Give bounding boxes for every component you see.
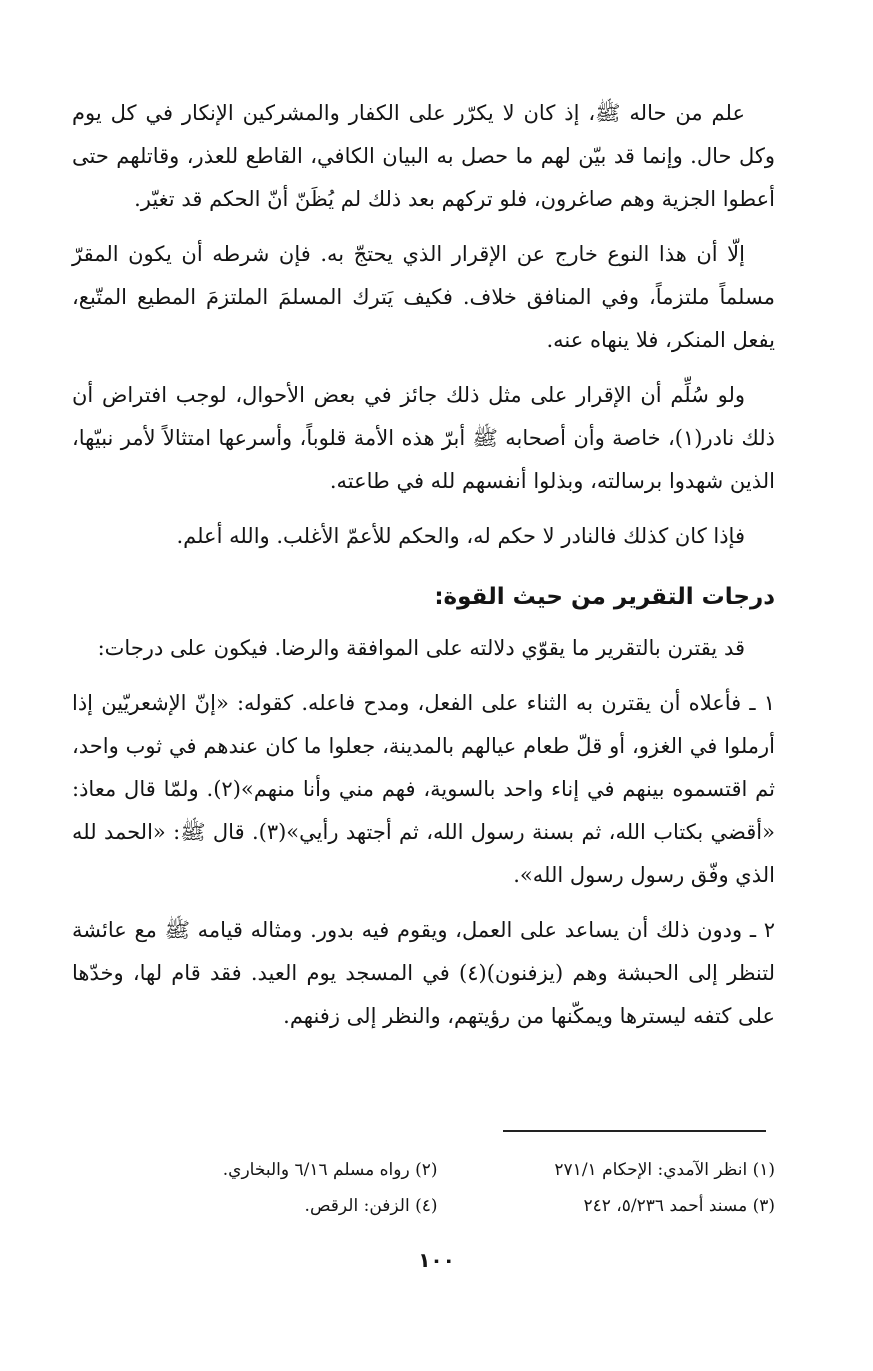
- paragraph-7: ٢ ـ ودون ذلك أن يساعد على العمل، ويقوم فيه بدور. ومثاله قيامه ﷺ مع عائشة لتنظر إلى الحبشة وهم (يزفنون)(٤) في المسجد يوم العيد. فقد قام لها، وخدّها على كتفه ليسترها ويمكّنها من رؤيتهم، والنظر إلى زفنهم.: [72, 918, 775, 1028]
- footnote-3: (٣) مسند أحمد ٥/٢٣٦، ٢٤٢: [583, 1196, 775, 1216]
- footnote-4: (٤) الزفن: الرقص.: [304, 1196, 438, 1216]
- page-number: ١٠٠: [418, 1248, 455, 1272]
- paragraph-2: إلّا أن هذا النوع خارج عن الإقرار الذي يحتجّ به. فإن شرطه أن يكون المقرّ مسلماً ملتزماً، وفي المنافق خلاف. فكيف يَترك المسلمَ الملتزمَ المطيع المتّبع، يفعل المنكر، فلا ينهاه عنه.: [72, 242, 775, 352]
- paragraph-1: علم من حاله ﷺ، إذ كان لا يكرّر على الكفار والمشركين الإنكار في كل يوم وكل حال. وإنما قد بيّن لهم ما حصل به البيان الكافي، القاطع للعذر، وقاتلهم حتى أعطوا الجزية وهم صاغرون، فلو تركهم بعد ذلك لم يُظَنّ أنّ الحكم قد تغيّر.: [72, 101, 775, 211]
- paragraph-6: ١ ـ فأعلاه أن يقترن به الثناء على الفعل، ومدح فاعله. كقوله: «إنّ الإشعريّين إذا أرملوا في الغزو، أو قلّ طعام عيالهم بالمدينة، جعلوا ما كان عندهم في ثوب واحد، ثم اقتسموه بينهم في إناء واحد بالسوية، فهم مني وأنا منهم»(٢). ولمّا قال معاذ: «أقضي بكتاب الله، ثم بسنة رسول الله، ثم أجتهد رأيي»(٣). قال ﷺ: «الحمد لله الذي وفّق رسول رسول الله».: [72, 691, 775, 887]
- section-heading: درجات التقرير من حيث القوة:: [434, 584, 775, 610]
- paragraph-5: قد يقترن بالتقرير ما يقوّي دلالته على الموافقة والرضا. فيكون على درجات:: [97, 636, 745, 660]
- footnotes: [140, 1152, 775, 1224]
- paragraph-3: ولو سُلِّم أن الإقرار على مثل ذلك جائز في بعض الأحوال، لوجب افتراض أن ذلك نادر(١)، خاصة وأن أصحابه ﷺ أبرّ هذه الأمة قلوباً، وأسرعها امتثالاً لأمر نبيّها، الذين شهدوا برسالته، وبذلوا أنفسهم لله في طاعته.: [72, 383, 775, 493]
- paragraph-4: فإذا كان كذلك فالنادر لا حكم له، والحكم للأعمّ الأغلب. والله أعلم.: [176, 524, 745, 548]
- footnote-1: (١) انظر الآمدي: الإحكام ٢٧١/١: [554, 1160, 775, 1180]
- footnote-2: (٢) رواه مسلم ٦/١٦ والبخاري.: [222, 1160, 438, 1180]
- footnote-divider: [503, 1130, 766, 1132]
- main-text: [72, 92, 775, 1050]
